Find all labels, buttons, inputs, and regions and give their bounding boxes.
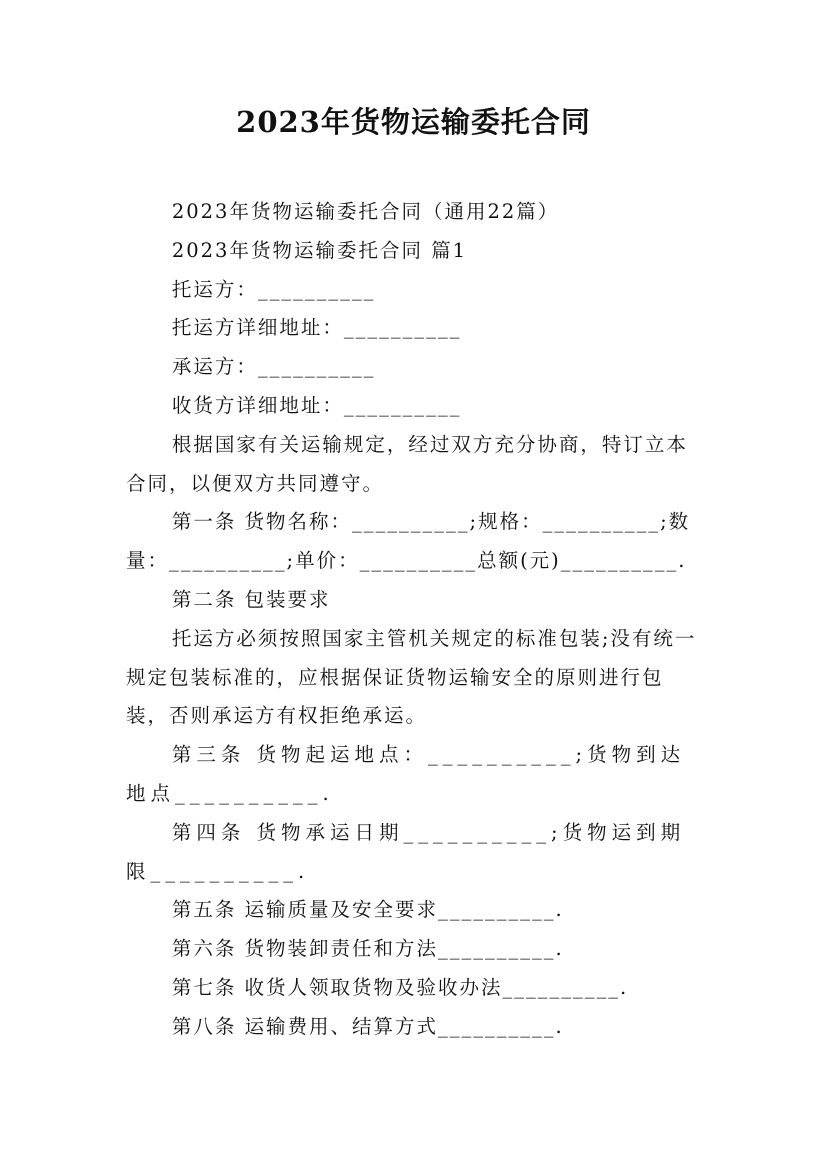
paragraph-article-8: 第八条 运输费用、结算方式__________. xyxy=(171,1014,564,1038)
document-title: 2023年货物运输委托合同 xyxy=(236,105,591,139)
paragraph-article-2: 第二条 包装要求 xyxy=(171,587,331,611)
paragraph-article-1: 第一条 货物名称：__________;规格：__________;数量：__________;单价：__________总额(元)__________. xyxy=(126,510,691,573)
paragraph-packaging: 托运方必须按照国家主管机关规定的标准包装;没有统一规定包装标准的，应根据保证货物运输安全的原则进行包装，否则承运方有权拒绝承运。 xyxy=(126,626,697,728)
paragraph-section-heading: 2023年货物运输委托合同 篇1 xyxy=(171,238,468,262)
paragraph-carrier: 承运方：__________ xyxy=(171,355,376,379)
paragraph-article-4: 第四条 货物承运日期__________;货物运到期限__________. xyxy=(126,820,686,883)
paragraph-shipper: 托运方：__________ xyxy=(171,277,376,301)
paragraph-subtitle: 2023年货物运输委托合同（通用22篇） xyxy=(171,200,560,223)
paragraph-preamble: 根据国家有关运输规定，经过双方充分协商，特订立本合同，以便双方共同遵守。 xyxy=(126,432,688,495)
paragraph-shipper-address: 托运方详细地址：__________ xyxy=(171,316,462,340)
paragraph-article-5: 第五条 运输质量及安全要求__________. xyxy=(171,898,564,922)
paragraph-article-3: 第三条 货物起运地点：__________;货物到达地点__________. xyxy=(126,743,686,805)
paragraph-article-7: 第七条 收货人领取货物及验收办法__________. xyxy=(171,975,629,999)
document-body xyxy=(126,193,706,1047)
paragraph-article-6: 第六条 货物装卸责任和方法__________. xyxy=(171,937,564,961)
paragraph-consignee-address: 收货方详细地址：__________ xyxy=(171,393,462,417)
